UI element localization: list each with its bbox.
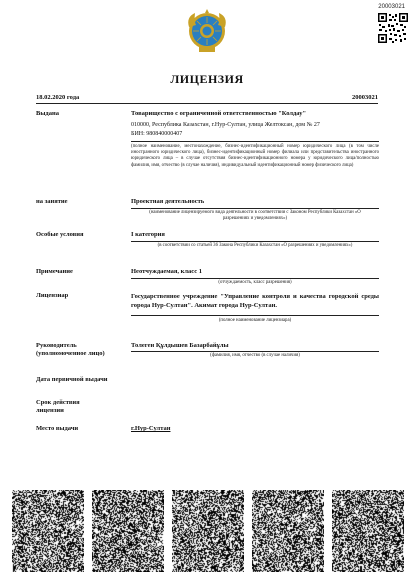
holder-bin: БИН: 980840000407 bbox=[131, 131, 183, 137]
signature-barcode bbox=[12, 490, 84, 572]
head-underline bbox=[131, 351, 379, 352]
head-caption: (фамилия, имя, отчество (в случае наличия) bbox=[210, 353, 300, 358]
head-value: Толеген Құлдышев Базарбайұлы bbox=[131, 342, 229, 349]
qr-code-icon bbox=[378, 13, 408, 43]
signature-barcode bbox=[332, 490, 404, 572]
activity-caption: (наименование лицензируемого вида деятельности в соответствии с Законом Республики Казахстан «О разрешениях и уведомлениях») bbox=[149, 210, 361, 222]
note-underline bbox=[131, 278, 379, 279]
first-issue-label: Дата первичной выдачи bbox=[36, 376, 108, 383]
document-number: 20003021 bbox=[378, 4, 405, 10]
conditions-label: Особые условия bbox=[36, 231, 84, 238]
activity-value: Проектная деятельность bbox=[131, 198, 205, 205]
header-divider bbox=[36, 103, 378, 104]
signature-barcode bbox=[92, 490, 164, 572]
conditions-value: I категория bbox=[131, 231, 165, 238]
document-title: ЛИЦЕНЗИЯ bbox=[170, 72, 244, 86]
activity-label: на занятие bbox=[36, 198, 68, 205]
licensor-underline bbox=[131, 315, 379, 316]
head-label-sub: (уполномоченное лицо) bbox=[36, 350, 105, 357]
signature-barcode bbox=[252, 490, 324, 572]
conditions-caption: (в соответствии со статьей 36 Закона Республики Казахстан «О разрешениях и уведомлениях») bbox=[157, 243, 353, 248]
note-caption: (отчуждаемость, класс разрешения) bbox=[218, 280, 292, 285]
issued-label: Выдана bbox=[36, 110, 59, 117]
issued-underline bbox=[131, 141, 379, 142]
validity-label: Срок действия bbox=[36, 399, 80, 406]
place-value: г.Нур-Султан bbox=[131, 425, 171, 432]
place-label: Место выдачи bbox=[36, 425, 79, 432]
note-value: Неотчуждаемая, класс 1 bbox=[131, 268, 202, 275]
issued-caption: (полное наименование, местонахождение, бизнес-идентификационный номер юридического лица (в том числе иностранного юридического лица), бизнес-идентификационный номер филиала или представительства иностранного юридического лица – в случае отсутствия бизнес-идентификационного номера у юридического лица/полностью фамилия, имя, отчество (в случае наличия), индивидуальный идентификационный номер физического лица) bbox=[131, 144, 379, 168]
signature-barcode bbox=[172, 490, 244, 572]
conditions-underline bbox=[131, 241, 379, 242]
note-label: Примечание bbox=[36, 268, 73, 275]
head-label: Руководитель bbox=[36, 342, 77, 349]
licensor-value: Государственное учреждение "Управление контроля и качества городской среды города Нур-Султан". Акимат города Нур-Султан. bbox=[131, 293, 379, 309]
holder-name: Товарищество с ограниченной ответственностью "Колдау" bbox=[131, 110, 307, 117]
issue-date: 18.02.2020 года bbox=[36, 94, 80, 101]
licensor-label: Лицензиар bbox=[36, 292, 69, 299]
license-number: 20003021 bbox=[352, 94, 378, 101]
state-emblem-icon bbox=[186, 9, 228, 55]
activity-underline bbox=[131, 208, 379, 209]
licensor-caption: (полное наименование лицензиара) bbox=[218, 318, 292, 323]
validity-label-sub: лицензии bbox=[36, 407, 64, 414]
holder-address: 010000, Республика Казахстан, г.Нур-Султан, улица Желтоксан, дом № 27 bbox=[131, 122, 320, 128]
